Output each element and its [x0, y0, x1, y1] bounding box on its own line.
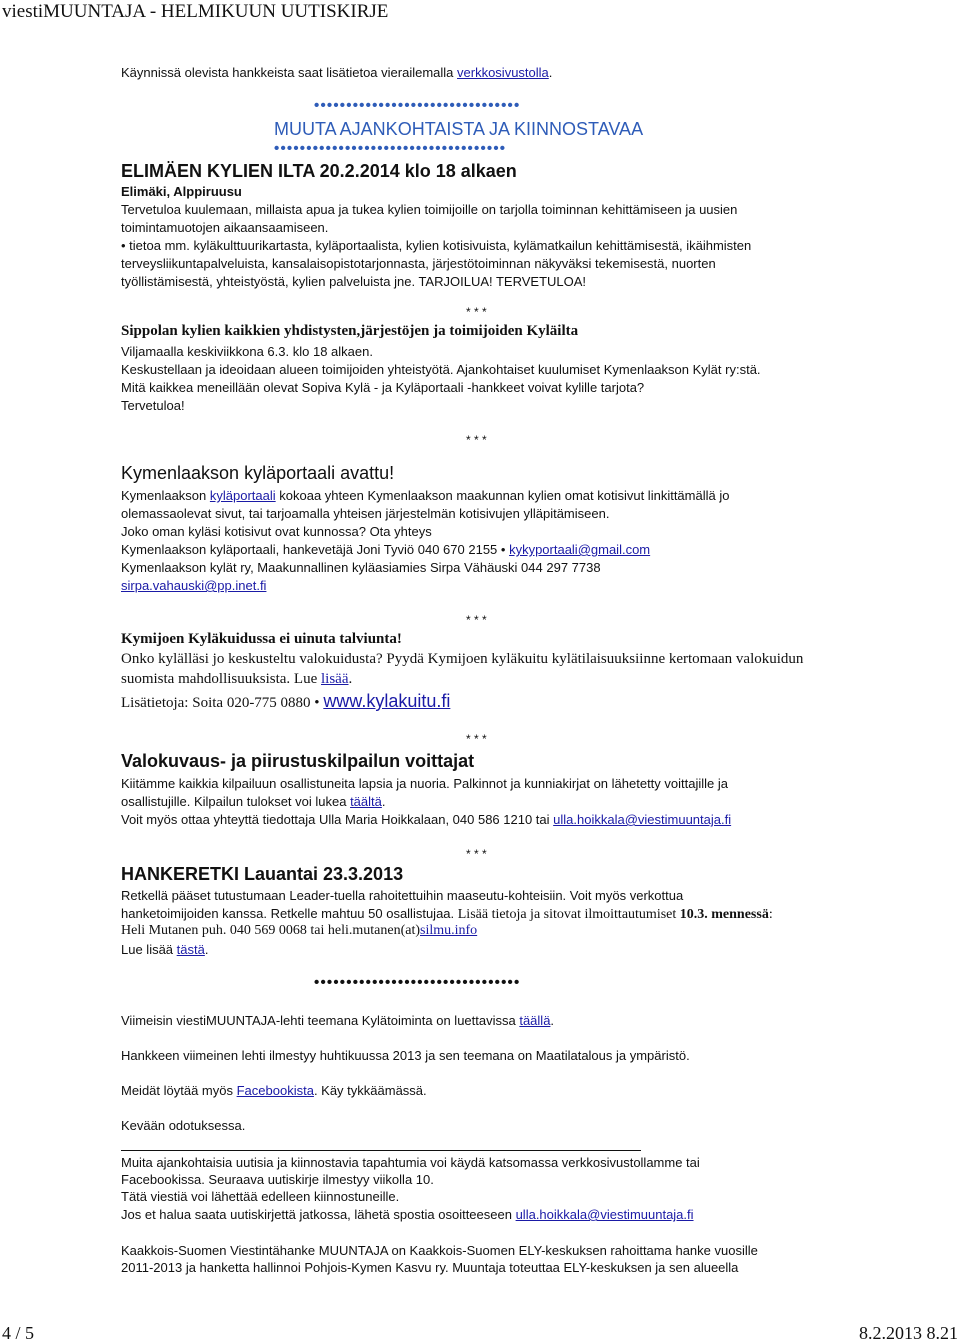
closing-l3a: Meidät löytää myös [121, 1083, 237, 1098]
kylakuitu-line1: Onko kylälläsi jo keskusteltu valokuidusta? Pyydä Kymijoen kyläkuitu kylätilaisuuksiinne kertomaan valokuidun [121, 651, 804, 667]
closing-line4: Kevään odotuksessa. [121, 1118, 246, 1133]
hankeretki-title: HANKERETKI Lauantai 23.3.2013 [121, 864, 404, 884]
footer-note-line2: Facebookissa. Seuraava uutiskirje ilmestyy viikolla 10. [121, 1172, 434, 1187]
hankeretki-l2c: 10.3. mennessä [679, 907, 769, 922]
footer-note-line5: Kaakkois-Suomen Viestintähanke MUUNTAJA on Kaakkois-Suomen ELY-keskuksen rahoittama hanke vuosille [121, 1243, 758, 1258]
page-header-title: viestiMUUNTAJA - HELMIKUUN UUTISKIRJE [2, 1, 389, 22]
section-title: MUUTA AJANKOHTAISTA JA KIINNOSTAVAA [274, 119, 644, 139]
sippola-title: Sippolan kylien kaikkien yhdistysten,järjestöjen ja toimijoiden Kyläilta [121, 323, 579, 339]
kylaportaali-l4a: Kymenlaakson kyläportaali, hankevetäjä Joni Tyviö 040 670 2155 • [121, 542, 510, 557]
closing-l3b: . Käy tykkäämässä. [313, 1083, 427, 1098]
sippola-line4: Tervetuloa! [121, 398, 185, 413]
kilpailu-l3a: Voit myös ottaa yhteyttä tiedottaja Ulla Maria Hoikkalaan, 040 586 1210 tai [121, 812, 554, 827]
elimaki-title: ELIMÄEN KYLIEN ILTA 20.2.2014 klo 18 alkaen [121, 161, 517, 181]
separator-2: * * * [466, 433, 487, 447]
hankeretki-l4a: Lue lisää [121, 942, 177, 957]
hankeretki-l4b: . [204, 942, 209, 957]
kilpailu-l2b: . [381, 794, 386, 809]
sippola-line1: Viljamaalla keskiviikkona 6.3. klo 18 alkaen. [121, 344, 373, 359]
separator-1: * * * [466, 305, 487, 319]
elimaki-line3: • tietoa mm. kyläkulttuurikartasta, kyläportaalista, kylien kotisivuista, kylämatkailun kehittämisestä, ikäihmisten [121, 238, 752, 253]
kylakuitu-more-link[interactable]: lisää [321, 671, 349, 687]
kilpailu-line2 [121, 793, 386, 811]
dotted-divider-bottom: •••••••••••••••••••••••••••••••••••• [274, 140, 507, 157]
kylakuitu-website-link[interactable]: www.kylakuitu.fi [323, 691, 451, 711]
elimaki-location: Elimäki, Alppiruusu [121, 184, 242, 199]
hankeretki-line1: Retkellä pääset tutustumaan Leader-tuella rahoitettuihin maaseutu-kohteisiin. Voit myös verkottua [121, 888, 684, 903]
kylaportaali-line6 [121, 577, 266, 595]
elimaki-line2: toimintamuotojen aikaansaamiseen. [121, 220, 329, 235]
kylaportaali-line5: Kymenlaakson kylät ry, Maakunnallinen kyläasiamies Sirpa Vähäuski 044 297 7738 [121, 560, 601, 575]
page-number: 4 / 5 [2, 1323, 35, 1343]
latest-issue-link[interactable]: täällä [519, 1013, 551, 1028]
dotted-divider-end: •••••••••••••••••••••••••••••••• [314, 974, 521, 991]
closing-l1a: Viimeisin viestiMUUNTAJA-lehti teemana Kylätoiminta on luettavissa [121, 1013, 520, 1028]
kylakuitu-l2b: . [348, 671, 353, 687]
sirpa-email-link[interactable]: sirpa.vahauski@pp.inet.fi [121, 578, 267, 593]
hankeretki-more-link[interactable]: tästä [176, 942, 205, 957]
facebook-link[interactable]: Facebookista [236, 1083, 314, 1098]
kylakuitu-l3a: Lisätietoja: Soita 020-775 0880 • [121, 695, 324, 711]
kylaportaali-line2: olemassaolevat sivut, tai tarjoamalla yhteisen järjestelmän kotisivujen ylläpitämiseen. [121, 506, 610, 521]
hankeretki-l3a: Heli Mutanen puh. 040 569 0068 tai heli.mutanen(at) [121, 923, 420, 938]
sippola-line2: Keskustellaan ja ideoidaan alueen toimijoiden yhteistyötä. Ajankohtaiset kuulumiset Kymenlaakson Kylät ry:stä. [121, 362, 761, 377]
footer-note-line1: Muita ajankohtaisia uutisia ja kiinnostavia tapahtumia voi käydä katsomassa verkkosivustollamme tai [121, 1155, 700, 1170]
website-link[interactable]: verkkosivustolla [457, 65, 549, 80]
elimaki-line4: terveysliikuntapalveluista, kansalaisopistotarjonnasta, järjestötoiminnan näkyväksi tekemisestä, nuorten [121, 256, 716, 271]
hankeretki-l2b: Lisää tietoja ja sitovat ilmoittautumiset [457, 907, 680, 922]
kilpailu-results-link[interactable]: täältä [350, 794, 382, 809]
kilpailu-line3 [121, 811, 731, 829]
kylaportaali-line3: Joko oman kyläsi kotisivut ovat kunnossa? Ota yhteys [121, 524, 432, 539]
separator-4: * * * [466, 732, 487, 746]
kylaportaali-link[interactable]: kyläportaali [209, 488, 276, 503]
separator-5: * * * [466, 847, 487, 861]
print-timestamp: 8.2.2013 8.21 [859, 1323, 958, 1343]
kylakuitu-line3 [121, 690, 450, 714]
closing-line1 [121, 1012, 554, 1030]
kylaportaali-line1 [121, 487, 729, 505]
footer-note-l4a: Jos et halua saata uutiskirjettä jatkossa, lähetä spostia osoitteeseen [121, 1207, 516, 1222]
closing-line2: Hankkeen viimeinen lehti ilmestyy huhtikuussa 2013 ja sen teemana on Maatilatalous ja ympäristö. [121, 1048, 690, 1063]
intro-end: . [548, 65, 553, 80]
closing-l1b: . [550, 1013, 555, 1028]
footer-note-line3: Tätä viestiä voi lähettää edelleen kiinnostuneille. [121, 1189, 400, 1204]
elimaki-line1: Tervetuloa kuulemaan, millaista apua ja tukea kylien toimijoille on tarjolla toiminnan kehittämiseen ja uusien [121, 202, 738, 217]
kylaportaali-l1b: kokoaa yhteen Kymenlaakson maakunnan kylien omat kotisivut linkittämällä jo [275, 488, 730, 503]
kilpailu-title: Valokuvaus- ja piirustuskilpailun voittajat [121, 751, 475, 771]
silmu-link[interactable]: silmu.info [420, 923, 478, 938]
hankeretki-line3 [121, 922, 477, 940]
hankeretki-line4 [121, 941, 208, 959]
ulla-email-link[interactable]: ulla.hoikkala@viestimuuntaja.fi [553, 812, 732, 827]
separator-3: * * * [466, 613, 487, 627]
dotted-divider-top: •••••••••••••••••••••••••••••••• [314, 97, 521, 114]
intro-text: Käynnissä olevista hankkeista saat lisätietoa vierailemalla [121, 65, 458, 80]
kilpailu-line1: Kiitämme kaikkia kilpailuun osallistuneita lapsia ja nuoria. Palkinnot ja kunniakirjat on lähetetty voittajille ja [121, 776, 728, 791]
kylakuitu-l2a: suomista mahdollisuuksista. Lue [121, 671, 321, 687]
kykyportaali-email-link[interactable]: kykyportaali@gmail.com [509, 542, 651, 557]
footer-note-line4 [121, 1206, 694, 1224]
closing-line3 [121, 1082, 427, 1100]
kilpailu-l2a: osallistujille. Kilpailun tulokset voi lukea [121, 794, 351, 809]
kylakuitu-line2 [121, 668, 352, 690]
sippola-line3: Mitä kaikkea meneillään olevat Sopiva Kylä - ja Kyläportaali -hankkeet voivat kylille tarjota? [121, 380, 645, 395]
hankeretki-l2a: hanketoimijoiden kanssa. Retkelle mahtuu 50 osallistujaa. [121, 906, 458, 921]
kylakuitu-title: Kymijoen Kyläkuidussa ei uinuta talviunta! [121, 631, 402, 647]
footer-note-line6: 2011-2013 ja hanketta hallinnoi Pohjois-Kymen Kasvu ry. Muuntaja toteuttaa ELY-keskuksen ja sen alueella [121, 1260, 739, 1275]
kylaportaali-line4 [121, 541, 650, 559]
hankeretki-l2d: : [768, 907, 773, 922]
unsubscribe-email-link[interactable]: ulla.hoikkala@viestimuuntaja.fi [515, 1207, 694, 1222]
horizontal-rule [121, 1150, 641, 1151]
kylaportaali-l1a: Kymenlaakson [121, 488, 210, 503]
kylaportaali-title: Kymenlaakson kyläportaali avattu! [121, 463, 395, 483]
elimaki-line5: työllistämisestä, yhteistyöstä, kylien palveluista jne. TARJOILUA! TERVETULOA! [121, 274, 587, 289]
intro-paragraph [121, 64, 841, 82]
